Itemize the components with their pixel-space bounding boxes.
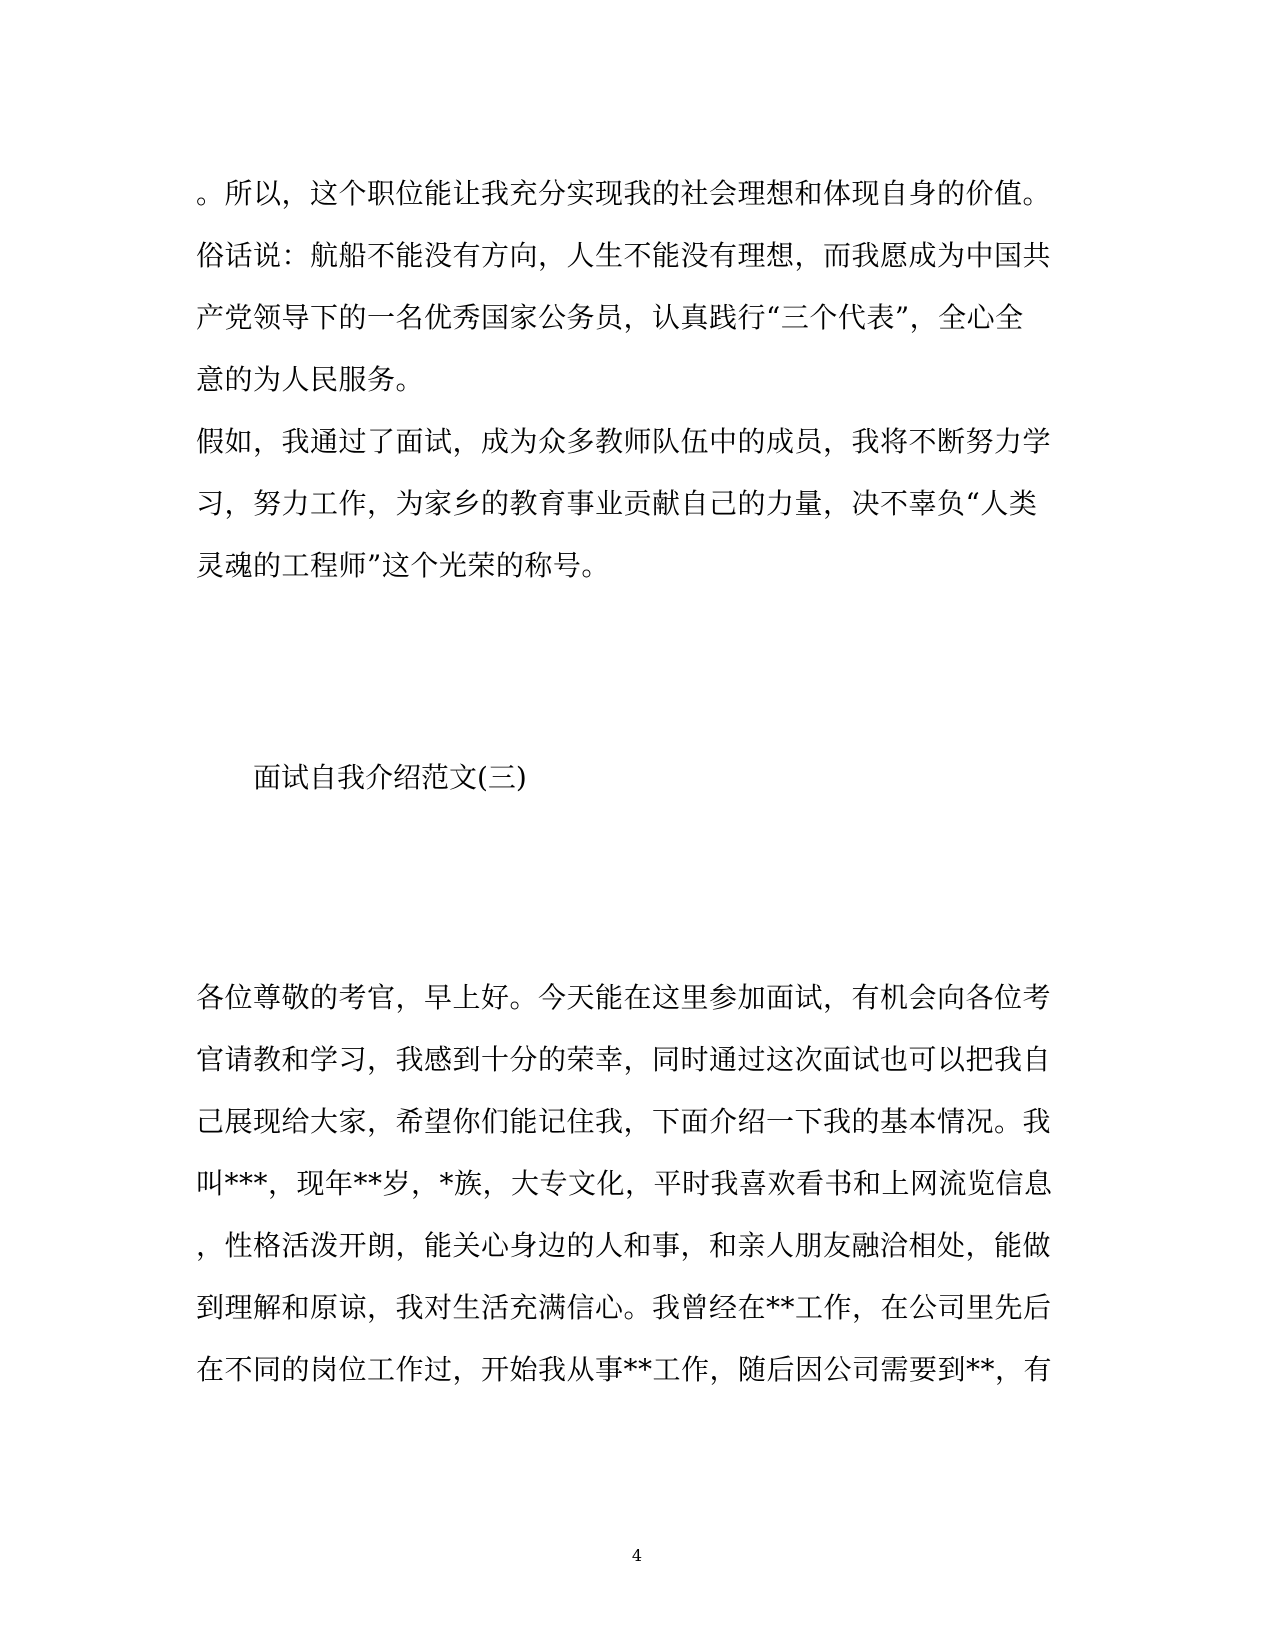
text-line: ，性格活泼开朗，能关心身边的人和事，和亲人朋友融洽相处，能做 bbox=[196, 1229, 1052, 1262]
text-line: 在不同的岗位工作过，开始我从事**工作，随后因公司需要到**，有 bbox=[196, 1353, 1053, 1386]
text-line: 叫***，现年**岁，*族，大专文化，平时我喜欢看书和上网流览信息 bbox=[196, 1167, 1053, 1200]
text-line: 灵魂的工程师”这个光荣的称号。 bbox=[196, 549, 610, 582]
text-line: 产党领导下的一名优秀国家公务员，认真践行“三个代表”，全心全 bbox=[196, 301, 1024, 334]
text-line: 习，努力工作，为家乡的教育事业贡献自己的力量，决不辜负“人类 bbox=[196, 487, 1038, 520]
text-line: 意的为人民服务。 bbox=[196, 363, 425, 396]
text-line: 己展现给大家，希望你们能记住我，下面介绍一下我的基本情况。我 bbox=[196, 1105, 1052, 1138]
text-line: 。所以，这个职位能让我充分实现我的社会理想和体现自身的价值。 bbox=[196, 177, 1052, 210]
text-line: 官请教和学习，我感到十分的荣幸，同时通过这次面试也可以把我自 bbox=[196, 1043, 1052, 1076]
section-heading: 面试自我介绍范文(三) bbox=[253, 761, 527, 794]
text-line: 俗话说：航船不能没有方向，人生不能没有理想，而我愿成为中国共 bbox=[196, 239, 1052, 272]
text-line: 假如，我通过了面试，成为众多教师队伍中的成员，我将不断努力学 bbox=[196, 425, 1052, 458]
text-line: 各位尊敬的考官，早上好。今天能在这里参加面试，有机会向各位考 bbox=[196, 981, 1052, 1014]
text-line: 到理解和原谅，我对生活充满信心。我曾经在**工作，在公司里先后 bbox=[196, 1291, 1052, 1324]
page-number: 4 bbox=[631, 1546, 643, 1565]
